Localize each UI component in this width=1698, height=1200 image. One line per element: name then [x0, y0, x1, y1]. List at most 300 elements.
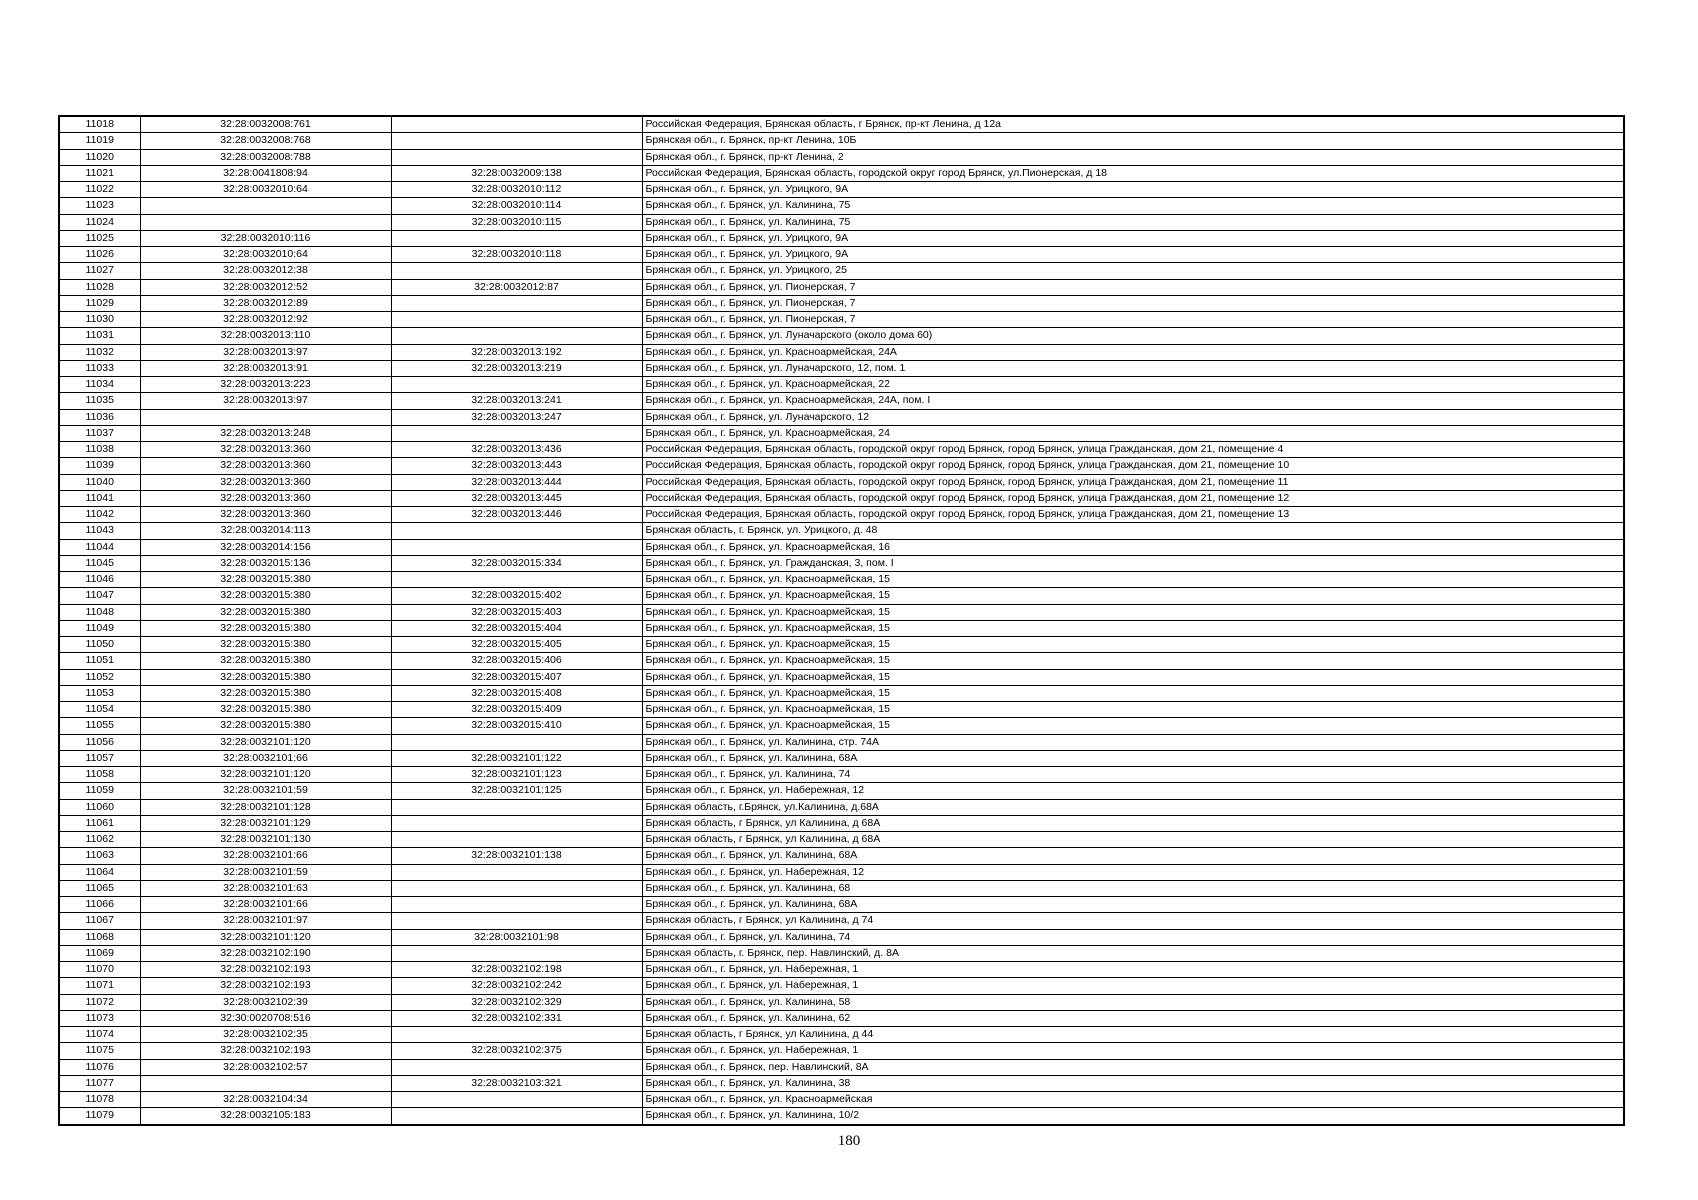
cadastral-number-cell: 32:28:0032015:380	[140, 637, 391, 653]
address-cell: Брянская область, г Брянск, ул Калинина, д 68А	[642, 832, 1624, 848]
related-cadastral-number-cell	[391, 425, 642, 441]
row-number-cell: 11045	[59, 555, 140, 571]
row-number-cell: 11028	[59, 279, 140, 295]
table-row	[59, 312, 1624, 328]
related-cadastral-number-cell	[391, 815, 642, 831]
cadastral-number-cell: 32:28:0032101:97	[140, 913, 391, 929]
address-cell: Брянская обл., г. Брянск, ул. Набережная, 12	[642, 864, 1624, 880]
related-cadastral-number-cell: 32:28:0032015:407	[391, 669, 642, 685]
related-cadastral-number-cell: 32:28:0032012:87	[391, 279, 642, 295]
cadastral-number-cell: 32:28:0032101:129	[140, 815, 391, 831]
related-cadastral-number-cell	[391, 734, 642, 750]
address-cell: Российская Федерация, Брянская область, городской округ город Брянск, ул.Пионерская, д 18	[642, 165, 1624, 181]
table-row	[59, 864, 1624, 880]
address-cell: Брянская обл., г. Брянск, ул. Калинина, 38	[642, 1075, 1624, 1091]
row-number-cell: 11032	[59, 344, 140, 360]
row-number-cell: 11065	[59, 880, 140, 896]
table-row	[59, 669, 1624, 685]
address-cell: Брянская обл., г. Брянск, ул. Красноармейская, 24А, пом. I	[642, 393, 1624, 409]
cadastral-number-cell: 32:28:0032102:39	[140, 994, 391, 1010]
related-cadastral-number-cell: 32:28:0032015:403	[391, 604, 642, 620]
related-cadastral-number-cell	[391, 832, 642, 848]
address-cell: Брянская обл., г. Брянск, ул. Калинина, 58	[642, 994, 1624, 1010]
row-number-cell: 11060	[59, 799, 140, 815]
address-cell: Брянская обл., г. Брянск, ул. Красноармейская, 15	[642, 685, 1624, 701]
cadastral-number-cell: 32:28:0032015:380	[140, 685, 391, 701]
cadastral-number-cell: 32:28:0032013:360	[140, 507, 391, 523]
related-cadastral-number-cell: 32:28:0032015:406	[391, 653, 642, 669]
cadastral-number-cell: 32:28:0032102:35	[140, 1027, 391, 1043]
cadastral-number-cell: 32:28:0032101:130	[140, 832, 391, 848]
table-row	[59, 604, 1624, 620]
cadastral-number-cell: 32:28:0032012:89	[140, 295, 391, 311]
cadastral-number-cell: 32:28:0032008:761	[140, 116, 391, 133]
table-row	[59, 393, 1624, 409]
cadastral-number-cell: 32:28:0032012:38	[140, 263, 391, 279]
address-cell: Брянская обл., г. Брянск, ул. Красноармейская, 15	[642, 669, 1624, 685]
address-cell: Российская Федерация, Брянская область, городской округ город Брянск, город Брянск, улица Гражданская, дом 21, помещение 13	[642, 507, 1624, 523]
table-row	[59, 620, 1624, 636]
cadastral-number-cell: 32:28:0032101:120	[140, 929, 391, 945]
cadastral-number-cell: 32:28:0032008:788	[140, 149, 391, 165]
row-number-cell: 11027	[59, 263, 140, 279]
related-cadastral-number-cell: 32:28:0032010:112	[391, 182, 642, 198]
table-row	[59, 1075, 1624, 1091]
table-row	[59, 880, 1624, 896]
table-row	[59, 458, 1624, 474]
related-cadastral-number-cell: 32:28:0032101:138	[391, 848, 642, 864]
address-cell: Брянская обл., г. Брянск, ул. Луначарского, 12	[642, 409, 1624, 425]
table-row	[59, 295, 1624, 311]
address-cell: Брянская обл., г. Брянск, ул. Пионерская, 7	[642, 312, 1624, 328]
registry-table	[58, 115, 1625, 1126]
table-row	[59, 929, 1624, 945]
table-row	[59, 1059, 1624, 1075]
related-cadastral-number-cell: 32:28:0032013:444	[391, 474, 642, 490]
cadastral-number-cell: 32:28:0032102:193	[140, 1043, 391, 1059]
related-cadastral-number-cell: 32:28:0032013:446	[391, 507, 642, 523]
table-row	[59, 555, 1624, 571]
row-number-cell: 11038	[59, 442, 140, 458]
cadastral-number-cell: 32:28:0032015:380	[140, 702, 391, 718]
row-number-cell: 11062	[59, 832, 140, 848]
related-cadastral-number-cell	[391, 133, 642, 149]
address-cell: Брянская обл., г. Брянск, ул. Красноармейская, 15	[642, 637, 1624, 653]
table-row	[59, 848, 1624, 864]
address-cell: Брянская обл., г. Брянск, ул. Красноармейская, 15	[642, 702, 1624, 718]
row-number-cell: 11054	[59, 702, 140, 718]
table-row	[59, 198, 1624, 214]
address-cell: Брянская обл., г. Брянск, пер. Навлинский, 8А	[642, 1059, 1624, 1075]
related-cadastral-number-cell: 32:28:0032015:408	[391, 685, 642, 701]
table-row	[59, 133, 1624, 149]
cadastral-number-cell: 32:28:0032015:136	[140, 555, 391, 571]
table-row	[59, 978, 1624, 994]
related-cadastral-number-cell: 32:28:0032015:334	[391, 555, 642, 571]
row-number-cell: 11035	[59, 393, 140, 409]
row-number-cell: 11037	[59, 425, 140, 441]
address-cell: Брянская обл., г. Брянск, ул. Набережная, 1	[642, 978, 1624, 994]
cadastral-number-cell: 32:28:0032013:97	[140, 393, 391, 409]
related-cadastral-number-cell: 32:28:0032013:436	[391, 442, 642, 458]
related-cadastral-number-cell: 32:28:0032101:123	[391, 767, 642, 783]
row-number-cell: 11042	[59, 507, 140, 523]
cadastral-number-cell: 32:28:0032101:66	[140, 750, 391, 766]
cadastral-number-cell: 32:28:0032101:120	[140, 767, 391, 783]
cadastral-number-cell: 32:28:0032013:360	[140, 442, 391, 458]
related-cadastral-number-cell: 32:28:0032102:329	[391, 994, 642, 1010]
related-cadastral-number-cell	[391, 295, 642, 311]
row-number-cell: 11033	[59, 360, 140, 376]
related-cadastral-number-cell: 32:28:0032102:331	[391, 1010, 642, 1026]
cadastral-number-cell: 32:28:0041808:94	[140, 165, 391, 181]
cadastral-number-cell: 32:28:0032015:380	[140, 620, 391, 636]
address-cell: Брянская обл., г. Брянск, ул. Урицкого, 9А	[642, 247, 1624, 263]
cadastral-number-cell: 32:28:0032101:120	[140, 734, 391, 750]
cadastral-number-cell	[140, 409, 391, 425]
address-cell: Брянская обл., г. Брянск, ул. Красноармейская, 15	[642, 620, 1624, 636]
cadastral-number-cell	[140, 198, 391, 214]
table-row	[59, 750, 1624, 766]
address-cell: Брянская обл., г. Брянск, ул. Урицкого, 25	[642, 263, 1624, 279]
related-cadastral-number-cell	[391, 1092, 642, 1108]
row-number-cell: 11021	[59, 165, 140, 181]
table-row	[59, 913, 1624, 929]
cadastral-number-cell: 32:28:0032008:768	[140, 133, 391, 149]
address-cell: Брянская обл., г. Брянск, ул. Луначарского, 12, пом. 1	[642, 360, 1624, 376]
cadastral-number-cell: 32:30:0020708:516	[140, 1010, 391, 1026]
address-cell: Брянская обл., г. Брянск, ул. Набережная, 1	[642, 1043, 1624, 1059]
related-cadastral-number-cell	[391, 116, 642, 133]
table-row	[59, 783, 1624, 799]
related-cadastral-number-cell	[391, 897, 642, 913]
related-cadastral-number-cell: 32:28:0032015:409	[391, 702, 642, 718]
related-cadastral-number-cell: 32:28:0032103:321	[391, 1075, 642, 1091]
address-cell: Брянская область, г. Брянск, пер. Навлинский, д. 8А	[642, 945, 1624, 961]
cadastral-number-cell: 32:28:0032015:380	[140, 572, 391, 588]
table-row	[59, 1027, 1624, 1043]
table-row	[59, 897, 1624, 913]
cadastral-number-cell: 32:28:0032014:113	[140, 523, 391, 539]
related-cadastral-number-cell	[391, 523, 642, 539]
row-number-cell: 11022	[59, 182, 140, 198]
cadastral-number-cell: 32:28:0032013:223	[140, 377, 391, 393]
row-number-cell: 11046	[59, 572, 140, 588]
table-row	[59, 572, 1624, 588]
table-row	[59, 1108, 1624, 1125]
cadastral-number-cell: 32:28:0032102:190	[140, 945, 391, 961]
table-row	[59, 360, 1624, 376]
related-cadastral-number-cell: 32:28:0032015:402	[391, 588, 642, 604]
table-row	[59, 344, 1624, 360]
row-number-cell: 11058	[59, 767, 140, 783]
table-row	[59, 425, 1624, 441]
address-cell: Брянская обл., г. Брянск, ул. Калинина, 75	[642, 198, 1624, 214]
table-row	[59, 490, 1624, 506]
address-cell: Брянская обл., г. Брянск, ул. Красноармейская, 15	[642, 572, 1624, 588]
related-cadastral-number-cell	[391, 1027, 642, 1043]
cadastral-number-cell: 32:28:0032015:380	[140, 653, 391, 669]
table-row	[59, 409, 1624, 425]
row-number-cell: 11078	[59, 1092, 140, 1108]
row-number-cell: 11055	[59, 718, 140, 734]
row-number-cell: 11064	[59, 864, 140, 880]
address-cell: Российская Федерация, Брянская область, городской округ город Брянск, город Брянск, улица Гражданская, дом 21, помещение 12	[642, 490, 1624, 506]
row-number-cell: 11052	[59, 669, 140, 685]
row-number-cell: 11023	[59, 198, 140, 214]
address-cell: Российская Федерация, Брянская область, городской округ город Брянск, город Брянск, улица Гражданская, дом 21, помещение 11	[642, 474, 1624, 490]
table-row	[59, 653, 1624, 669]
row-number-cell: 11050	[59, 637, 140, 653]
table-row	[59, 523, 1624, 539]
address-cell: Брянская область, г Брянск, ул Калинина, д 44	[642, 1027, 1624, 1043]
cadastral-number-cell: 32:28:0032013:97	[140, 344, 391, 360]
address-cell: Российская Федерация, Брянская область, городской округ город Брянск, город Брянск, улица Гражданская, дом 21, помещение 10	[642, 458, 1624, 474]
related-cadastral-number-cell: 32:28:0032010:118	[391, 247, 642, 263]
address-cell: Брянская обл., г. Брянск, пр-кт Ленина, 10Б	[642, 133, 1624, 149]
table-row	[59, 182, 1624, 198]
related-cadastral-number-cell: 32:28:0032013:445	[391, 490, 642, 506]
cadastral-number-cell: 32:28:0032015:380	[140, 718, 391, 734]
row-number-cell: 11018	[59, 116, 140, 133]
table-row	[59, 685, 1624, 701]
related-cadastral-number-cell: 32:28:0032102:375	[391, 1043, 642, 1059]
address-cell: Брянская обл., г. Брянск, ул. Красноармейская, 22	[642, 377, 1624, 393]
address-cell: Брянская обл., г. Брянск, ул. Пионерская, 7	[642, 279, 1624, 295]
related-cadastral-number-cell	[391, 312, 642, 328]
address-cell: Брянская область, г. Брянск, ул. Урицкого, д. 48	[642, 523, 1624, 539]
related-cadastral-number-cell: 32:28:0032015:410	[391, 718, 642, 734]
related-cadastral-number-cell	[391, 880, 642, 896]
row-number-cell: 11068	[59, 929, 140, 945]
related-cadastral-number-cell	[391, 377, 642, 393]
table-row	[59, 507, 1624, 523]
table-row	[59, 637, 1624, 653]
cadastral-number-cell: 32:28:0032015:380	[140, 604, 391, 620]
table-row	[59, 247, 1624, 263]
related-cadastral-number-cell: 32:28:0032013:219	[391, 360, 642, 376]
table-row	[59, 815, 1624, 831]
table-row	[59, 767, 1624, 783]
related-cadastral-number-cell: 32:28:0032015:405	[391, 637, 642, 653]
address-cell: Брянская обл., г. Брянск, ул. Калинина, 75	[642, 214, 1624, 230]
row-number-cell: 11051	[59, 653, 140, 669]
cadastral-number-cell: 32:28:0032013:91	[140, 360, 391, 376]
table-row	[59, 1043, 1624, 1059]
related-cadastral-number-cell: 32:28:0032102:242	[391, 978, 642, 994]
address-cell: Брянская обл., г. Брянск, ул. Красноармейская, 24	[642, 425, 1624, 441]
table-row	[59, 945, 1624, 961]
address-cell: Брянская область, г.Брянск, ул.Калинина, д.68А	[642, 799, 1624, 815]
address-cell: Брянская обл., г. Брянск, ул. Калинина, 74	[642, 767, 1624, 783]
row-number-cell: 11049	[59, 620, 140, 636]
related-cadastral-number-cell: 32:28:0032101:122	[391, 750, 642, 766]
address-cell: Брянская обл., г. Брянск, ул. Красноармейская, 16	[642, 539, 1624, 555]
address-cell: Брянская обл., г. Брянск, ул. Калинина, 62	[642, 1010, 1624, 1026]
address-cell: Брянская обл., г. Брянск, ул. Урицкого, 9А	[642, 230, 1624, 246]
cadastral-number-cell: 32:28:0032101:59	[140, 864, 391, 880]
related-cadastral-number-cell: 32:28:0032013:247	[391, 409, 642, 425]
row-number-cell: 11041	[59, 490, 140, 506]
table-row	[59, 328, 1624, 344]
row-number-cell: 11063	[59, 848, 140, 864]
cadastral-number-cell: 32:28:0032102:193	[140, 978, 391, 994]
row-number-cell: 11053	[59, 685, 140, 701]
row-number-cell: 11056	[59, 734, 140, 750]
row-number-cell: 11067	[59, 913, 140, 929]
cadastral-number-cell: 32:28:0032012:52	[140, 279, 391, 295]
row-number-cell: 11057	[59, 750, 140, 766]
related-cadastral-number-cell	[391, 945, 642, 961]
table-row	[59, 734, 1624, 750]
row-number-cell: 11029	[59, 295, 140, 311]
table-row	[59, 149, 1624, 165]
table-row	[59, 588, 1624, 604]
cadastral-number-cell: 32:28:0032010:64	[140, 182, 391, 198]
row-number-cell: 11072	[59, 994, 140, 1010]
cadastral-number-cell: 32:28:0032014:156	[140, 539, 391, 555]
address-cell: Российская Федерация, Брянская область, городской округ город Брянск, город Брянск, улица Гражданская, дом 21, помещение 4	[642, 442, 1624, 458]
row-number-cell: 11079	[59, 1108, 140, 1125]
address-cell: Брянская область, г Брянск, ул Калинина, д 68А	[642, 815, 1624, 831]
table-row	[59, 474, 1624, 490]
related-cadastral-number-cell	[391, 1108, 642, 1125]
cadastral-number-cell: 32:28:0032013:248	[140, 425, 391, 441]
address-cell: Брянская обл., г. Брянск, ул. Красноармейская, 15	[642, 653, 1624, 669]
table-row	[59, 539, 1624, 555]
address-cell: Брянская обл., г. Брянск, ул. Калинина, 68	[642, 880, 1624, 896]
table-row	[59, 116, 1624, 133]
address-cell: Брянская обл., г. Брянск, ул. Гражданская, 3, пом. I	[642, 555, 1624, 571]
row-number-cell: 11020	[59, 149, 140, 165]
cadastral-number-cell: 32:28:0032102:57	[140, 1059, 391, 1075]
related-cadastral-number-cell	[391, 913, 642, 929]
table-row	[59, 279, 1624, 295]
cadastral-number-cell: 32:28:0032101:59	[140, 783, 391, 799]
row-number-cell: 11043	[59, 523, 140, 539]
row-number-cell: 11024	[59, 214, 140, 230]
cadastral-number-cell: 32:28:0032015:380	[140, 669, 391, 685]
address-cell: Брянская обл., г. Брянск, ул. Красноармейская	[642, 1092, 1624, 1108]
page-number: 180	[837, 1133, 861, 1149]
row-number-cell: 11074	[59, 1027, 140, 1043]
related-cadastral-number-cell: 32:28:0032009:138	[391, 165, 642, 181]
cadastral-number-cell: 32:28:0032013:360	[140, 474, 391, 490]
address-cell: Брянская обл., г. Брянск, ул. Красноармейская, 15	[642, 718, 1624, 734]
address-cell: Брянская область, г Брянск, ул Калинина, д 74	[642, 913, 1624, 929]
address-cell: Брянская обл., г. Брянск, ул. Луначарского (около дома 60)	[642, 328, 1624, 344]
related-cadastral-number-cell	[391, 799, 642, 815]
row-number-cell: 11069	[59, 945, 140, 961]
table-row	[59, 1092, 1624, 1108]
related-cadastral-number-cell	[391, 263, 642, 279]
table-row	[59, 230, 1624, 246]
row-number-cell: 11048	[59, 604, 140, 620]
cadastral-number-cell: 32:28:0032015:380	[140, 588, 391, 604]
address-cell: Брянская обл., г. Брянск, ул. Урицкого, 9А	[642, 182, 1624, 198]
table-row	[59, 165, 1624, 181]
row-number-cell: 11019	[59, 133, 140, 149]
table-row	[59, 263, 1624, 279]
related-cadastral-number-cell: 32:28:0032010:115	[391, 214, 642, 230]
cadastral-number-cell: 32:28:0032010:64	[140, 247, 391, 263]
table-row	[59, 1010, 1624, 1026]
table-row	[59, 832, 1624, 848]
row-number-cell: 11030	[59, 312, 140, 328]
table-row	[59, 702, 1624, 718]
table-row	[59, 799, 1624, 815]
related-cadastral-number-cell: 32:28:0032101:98	[391, 929, 642, 945]
row-number-cell: 11039	[59, 458, 140, 474]
row-number-cell: 11047	[59, 588, 140, 604]
row-number-cell: 11073	[59, 1010, 140, 1026]
row-number-cell: 11070	[59, 962, 140, 978]
row-number-cell: 11075	[59, 1043, 140, 1059]
address-cell: Брянская обл., г. Брянск, ул. Калинина, 68А	[642, 897, 1624, 913]
table-row	[59, 994, 1624, 1010]
cadastral-number-cell: 32:28:0032012:92	[140, 312, 391, 328]
address-cell: Брянская обл., г. Брянск, ул. Калинина, 10/2	[642, 1108, 1624, 1125]
related-cadastral-number-cell	[391, 328, 642, 344]
related-cadastral-number-cell: 32:28:0032102:198	[391, 962, 642, 978]
cadastral-number-cell: 32:28:0032101:63	[140, 880, 391, 896]
address-cell: Брянская обл., г. Брянск, пр-кт Ленина, 2	[642, 149, 1624, 165]
cadastral-number-cell: 32:28:0032013:360	[140, 458, 391, 474]
row-number-cell: 11059	[59, 783, 140, 799]
cadastral-number-cell: 32:28:0032105:183	[140, 1108, 391, 1125]
related-cadastral-number-cell	[391, 572, 642, 588]
cadastral-number-cell: 32:28:0032101:66	[140, 897, 391, 913]
cadastral-number-cell: 32:28:0032013:110	[140, 328, 391, 344]
related-cadastral-number-cell: 32:28:0032013:192	[391, 344, 642, 360]
address-cell: Брянская обл., г. Брянск, ул. Калинина, 74	[642, 929, 1624, 945]
cadastral-number-cell	[140, 1075, 391, 1091]
table-row	[59, 377, 1624, 393]
related-cadastral-number-cell	[391, 149, 642, 165]
related-cadastral-number-cell: 32:28:0032013:241	[391, 393, 642, 409]
row-number-cell: 11025	[59, 230, 140, 246]
address-cell: Брянская обл., г. Брянск, ул. Набережная, 1	[642, 962, 1624, 978]
row-number-cell: 11071	[59, 978, 140, 994]
cadastral-number-cell: 32:28:0032101:66	[140, 848, 391, 864]
table-row	[59, 962, 1624, 978]
row-number-cell: 11036	[59, 409, 140, 425]
cadastral-number-cell: 32:28:0032102:193	[140, 962, 391, 978]
row-number-cell: 11077	[59, 1075, 140, 1091]
table-row	[59, 442, 1624, 458]
cadastral-number-cell: 32:28:0032104:34	[140, 1092, 391, 1108]
row-number-cell: 11040	[59, 474, 140, 490]
registry-table-body	[59, 116, 1624, 1125]
row-number-cell: 11061	[59, 815, 140, 831]
related-cadastral-number-cell: 32:28:0032010:114	[391, 198, 642, 214]
related-cadastral-number-cell: 32:28:0032101:125	[391, 783, 642, 799]
address-cell: Брянская обл., г. Брянск, ул. Калинина, стр. 74А	[642, 734, 1624, 750]
related-cadastral-number-cell	[391, 864, 642, 880]
cadastral-number-cell: 32:28:0032010:116	[140, 230, 391, 246]
address-cell: Брянская обл., г. Брянск, ул. Калинина, 68А	[642, 750, 1624, 766]
row-number-cell: 11031	[59, 328, 140, 344]
related-cadastral-number-cell	[391, 539, 642, 555]
row-number-cell: 11034	[59, 377, 140, 393]
cadastral-number-cell: 32:28:0032101:128	[140, 799, 391, 815]
address-cell: Брянская обл., г. Брянск, ул. Красноармейская, 15	[642, 588, 1624, 604]
address-cell: Брянская обл., г. Брянск, ул. Пионерская, 7	[642, 295, 1624, 311]
related-cadastral-number-cell	[391, 230, 642, 246]
related-cadastral-number-cell	[391, 1059, 642, 1075]
row-number-cell: 11076	[59, 1059, 140, 1075]
cadastral-number-cell	[140, 214, 391, 230]
